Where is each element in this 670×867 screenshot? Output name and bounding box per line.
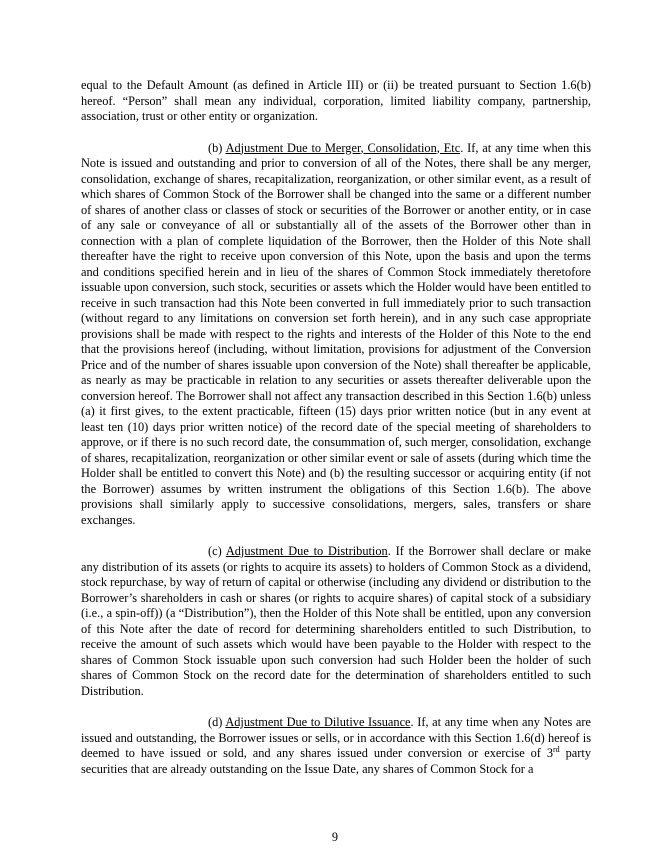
paragraph-c-label: (c): [208, 544, 222, 558]
paragraph-d-text-after-superscript: party securities that are already outstanding on the Issue Date, any shares of Common Stock for a: [81, 746, 591, 776]
paragraph-b-heading: Adjustment Due to Merger, Consolidation, Etc: [225, 140, 461, 155]
page-number: 9: [331, 830, 339, 844]
paragraph-b-label: (b): [208, 140, 223, 155]
paragraph-intro: [81, 78, 591, 125]
paragraph-c-distribution-adjustment: [81, 544, 591, 699]
paragraph-b-merger-adjustment: [81, 141, 591, 529]
paragraph-b-text: . If, at any time when this Note is issued and outstanding and prior to conversion of all of the Notes, there shall be any merger, consolidation, exchange of shares, recapitalization, reorganization, or other similar event, as a result of which shares of Common Stock of the Borrower shall be changed into the same or a different number of shares of another class or classes of stock or securities of the Borrower or another entity, or in case of any sale or conveyance of all or substantially all of the assets of the Borrower other than in connection with a plan of complete liquidation of the Borrower, then the Holder of this Note shall thereafter have the right to receive upon conversion of this Note, upon the basis and upon the terms and conditions specified herein and in lieu of the shares of Common Stock immediately theretofore issuable upon conversion, such stock, securities or assets which the Holder would have been entitled to receive in such transaction had this Note been converted in full immediately prior to such transaction (without regard to any limitations on conversion set forth herein), and in any such case appropriate provisions shall be made with respect to the rights and interests of the Holder of this Note to the end that the provisions hereof (including, without limitation, provisions for adjustment of the Conversion Price and of the number of shares issuable upon conversion of the Note) shall thereafter be applicable, as nearly as may be practicable in relation to any securities or assets thereafter deliverable upon the conversion hereof. The Borrower shall not affect any transaction described in this Section 1.6(b) unless (a) it first gives, to the extent practicable, fifteen (15) days prior written notice (but in any event at least ten (10) days prior written notice) of the record date of the special meeting of shareholders to approve, or if there is no such record date, the consummation of, such merger, consolidation, exchange of shares, recapitalization, reorganization or other similar event or sale of assets (during which time the Holder shall be entitled to convert this Note) and (b) the resulting successor or acquiring entity (if not the Borrower) assumes by written instrument the obligations of this Section 1.6(b). The above provisions shall similarly apply to successive consolidations, mergers, sales, transfers or share exchanges.: [81, 140, 592, 527]
paragraph-c-heading: Adjustment Due to Distribution: [225, 544, 388, 558]
paragraph-d-heading: Adjustment Due to Dilutive Issuance: [225, 715, 411, 729]
ordinal-superscript: rd: [553, 744, 560, 754]
document-body: [81, 78, 591, 793]
paragraph-d-text-before-superscript: . If, at any time when any Notes are issued and outstanding, the Borrower issues or sells, or in accordance with this Section 1.6(d) hereof is deemed to have issued or sold, and any shares issued under conversion or exercise of 3: [81, 715, 591, 760]
paragraph-d-label: (d): [208, 715, 223, 729]
paragraph-d-dilutive-issuance: [81, 715, 591, 777]
paragraph-c-text: . If the Borrower shall declare or make any distribution of its assets (or rights to acquire its assets) to holders of Common Stock as a dividend, stock repurchase, by way of return of capital or otherwise (including any dividend or distribution to the Borrower’s shareholders in cash or shares (or rights to acquire shares) of capital stock of a subsidiary (i.e., a spin-off)) (a “Distribution”), then the Holder of this Note shall be entitled, upon any conversion of this Note after the date of record for determining shareholders entitled to such Distribution, to receive the amount of such assets which would have been payable to the Holder with respect to the shares of Common Stock issuable upon such conversion had such Holder been the holder of such shares of Common Stock on the record date for the determination of shareholders entitled to such Distribution.: [81, 544, 591, 698]
paragraph-intro-text: equal to the Default Amount (as defined in Article III) or (ii) be treated pursuant to Section 1.6(b) hereof. “Person” shall mean any individual, corporation, limited liability company, partnership, association, trust or other entity or organization.: [81, 78, 591, 123]
